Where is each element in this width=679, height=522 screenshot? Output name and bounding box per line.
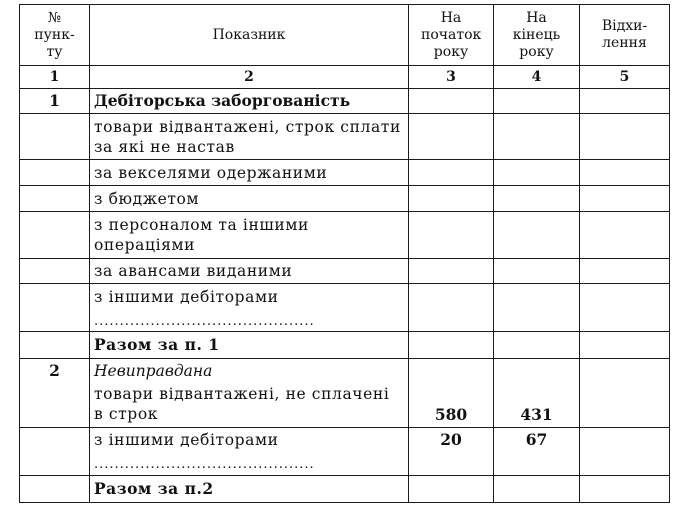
cell-start xyxy=(409,332,494,359)
table-row xyxy=(20,89,670,114)
column-number: 5 xyxy=(580,66,670,89)
cell-start xyxy=(409,284,494,332)
table-row xyxy=(20,212,670,259)
header-item-number: № пунк-ту xyxy=(20,5,90,66)
row-label: з бюджетом xyxy=(90,186,409,212)
table-row xyxy=(20,186,670,212)
cell-end xyxy=(494,332,580,359)
row-sublabel: товари відвантажені, не сплачені в строк xyxy=(94,385,390,423)
item-number xyxy=(20,332,90,359)
table-row xyxy=(20,359,670,428)
table-row xyxy=(20,284,670,332)
cell-start xyxy=(409,259,494,284)
cell-start xyxy=(409,89,494,114)
cell-start: 580 xyxy=(409,359,494,428)
table-row xyxy=(20,259,670,284)
cell-deviation xyxy=(580,186,670,212)
item-number xyxy=(20,428,90,476)
item-number xyxy=(20,284,90,332)
cell-start xyxy=(409,212,494,259)
receivables-table xyxy=(19,4,670,503)
row-label-cell xyxy=(90,359,409,428)
header-end-of-year: На кінець року xyxy=(494,5,580,66)
table-row xyxy=(20,332,670,359)
cell-end xyxy=(494,186,580,212)
cell-deviation xyxy=(580,114,670,160)
cell-end xyxy=(494,114,580,160)
table-row xyxy=(20,476,670,503)
cell-deviation xyxy=(580,160,670,186)
row-label: Разом за п.2 xyxy=(90,476,409,503)
table-row xyxy=(20,114,670,160)
column-number: 4 xyxy=(494,66,580,89)
row-label: Дебіторська заборгованість xyxy=(90,89,409,114)
cell-end xyxy=(494,259,580,284)
column-number: 1 xyxy=(20,66,90,89)
cell-start: 20 xyxy=(409,428,494,476)
row-label: Невиправдана xyxy=(94,362,213,380)
item-number xyxy=(20,186,90,212)
cell-deviation xyxy=(580,476,670,503)
cell-end: 431 xyxy=(494,359,580,428)
row-label: з іншими дебіторами xyxy=(94,431,279,449)
cell-end: 67 xyxy=(494,428,580,476)
cell-end xyxy=(494,284,580,332)
row-label: Разом за п. 1 xyxy=(90,332,409,359)
report-table-container xyxy=(19,4,669,503)
item-number xyxy=(20,212,90,259)
table-row xyxy=(20,160,670,186)
item-number xyxy=(20,476,90,503)
column-number-row xyxy=(20,66,670,89)
cell-deviation xyxy=(580,259,670,284)
header-row xyxy=(20,5,670,66)
column-number: 3 xyxy=(409,66,494,89)
row-label-cell xyxy=(90,284,409,332)
item-number xyxy=(20,114,90,160)
row-label: з іншими дебіторами xyxy=(94,288,279,306)
item-number: 2 xyxy=(20,359,90,428)
cell-start xyxy=(409,186,494,212)
cell-end xyxy=(494,212,580,259)
row-label: за векселями одержаними xyxy=(90,160,409,186)
cell-end xyxy=(494,160,580,186)
table-row xyxy=(20,428,670,476)
header-deviation: Відхи-лення xyxy=(580,5,670,66)
cell-deviation xyxy=(580,359,670,428)
header-start-of-year: На початок року xyxy=(409,5,494,66)
cell-start xyxy=(409,160,494,186)
dotted-line: ........................................... xyxy=(94,315,315,329)
cell-end xyxy=(494,89,580,114)
item-number xyxy=(20,259,90,284)
row-label: за авансами виданими xyxy=(90,259,409,284)
cell-deviation xyxy=(580,284,670,332)
dotted-line: ........................................... xyxy=(94,458,315,472)
cell-end xyxy=(494,476,580,503)
header-indicator: Показник xyxy=(90,5,409,66)
row-label: з персоналом та іншими операціями xyxy=(90,212,409,259)
cell-start xyxy=(409,114,494,160)
row-label: товари відвантажені, строк сплати за які не настав xyxy=(90,114,409,160)
cell-deviation xyxy=(580,212,670,259)
cell-start xyxy=(409,476,494,503)
cell-deviation xyxy=(580,89,670,114)
cell-deviation xyxy=(580,332,670,359)
row-label-cell xyxy=(90,428,409,476)
item-number: 1 xyxy=(20,89,90,114)
column-number: 2 xyxy=(90,66,409,89)
cell-deviation xyxy=(580,428,670,476)
item-number xyxy=(20,160,90,186)
